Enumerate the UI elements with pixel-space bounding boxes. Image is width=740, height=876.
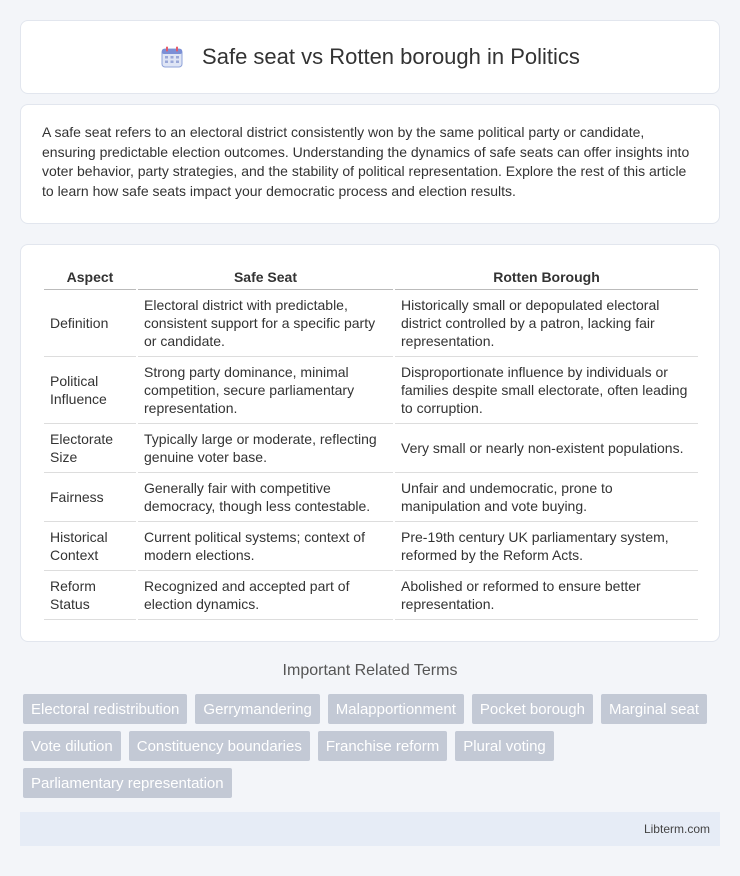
footer <box>20 812 720 846</box>
header-safe-seat: Safe Seat <box>138 265 393 290</box>
comparison-table <box>42 265 700 620</box>
related-terms-list <box>23 694 723 798</box>
row-safe-seat: Typically large or moderate, reflecting genuine voter base. <box>138 424 393 473</box>
row-aspect: Fairness <box>44 473 136 522</box>
row-rotten-borough: Very small or nearly non-existent populations. <box>395 424 698 473</box>
page-title: Safe seat vs Rotten borough in Politics <box>202 44 580 69</box>
table-header-row <box>44 265 698 290</box>
table-row <box>44 571 698 620</box>
related-term-tag[interactable]: Malapportionment <box>328 694 464 724</box>
row-safe-seat: Electoral district with predictable, consistent support for a specific party or candidate. <box>138 290 393 357</box>
row-rotten-borough: Abolished or reformed to ensure better representation. <box>395 571 698 620</box>
related-term-tag[interactable]: Constituency boundaries <box>129 731 310 761</box>
row-aspect: Definition <box>44 290 136 357</box>
table-row <box>44 290 698 357</box>
table-row <box>44 357 698 424</box>
row-rotten-borough: Unfair and undemocratic, prone to manipulation and vote buying. <box>395 473 698 522</box>
row-safe-seat: Current political systems; context of modern elections. <box>138 522 393 571</box>
related-term-tag[interactable]: Electoral redistribution <box>23 694 187 724</box>
row-rotten-borough: Historically small or depopulated electoral district controlled by a patron, lacking fair representation. <box>395 290 698 357</box>
intro-text: A safe seat refers to an electoral district consistently won by the same political party or candidate, ensuring predictable election outcomes. Understanding the dynamics of safe seats can offer insights into voter behavior, party strategies, and the stability of political representation. Explore the rest of this article to learn how safe seats impact your democratic process and election results. <box>42 124 690 199</box>
header-rotten-borough: Rotten Borough <box>395 265 698 290</box>
related-term-tag[interactable]: Pocket borough <box>472 694 593 724</box>
related-term-tag[interactable]: Marginal seat <box>601 694 707 724</box>
table-row <box>44 424 698 473</box>
title-card <box>20 20 720 94</box>
footer-site-link[interactable]: Libterm.com <box>643 822 710 836</box>
related-term-tag[interactable]: Parliamentary representation <box>23 768 232 798</box>
row-safe-seat: Strong party dominance, minimal competition, secure parliamentary representation. <box>138 357 393 424</box>
related-term-tag[interactable]: Franchise reform <box>318 731 447 761</box>
comparison-card <box>20 244 720 642</box>
related-term-tag[interactable]: Plural voting <box>455 731 554 761</box>
header-aspect: Aspect <box>44 265 136 290</box>
row-aspect: Historical Context <box>44 522 136 571</box>
row-rotten-borough: Pre-19th century UK parliamentary system, reformed by the Reform Acts. <box>395 522 698 571</box>
row-rotten-borough: Disproportionate influence by individuals or families despite small electorate, often leading to corruption. <box>395 357 698 424</box>
calendar-icon <box>160 45 184 69</box>
table-row <box>44 522 698 571</box>
related-term-tag[interactable]: Vote dilution <box>23 731 121 761</box>
row-aspect: Reform Status <box>44 571 136 620</box>
row-safe-seat: Recognized and accepted part of election dynamics. <box>138 571 393 620</box>
related-term-tag[interactable]: Gerrymandering <box>195 694 319 724</box>
related-terms-title: Important Related Terms <box>282 662 458 679</box>
table-row <box>44 473 698 522</box>
row-aspect: Electorate Size <box>44 424 136 473</box>
row-safe-seat: Generally fair with competitive democracy, though less contestable. <box>138 473 393 522</box>
intro-card <box>20 104 720 224</box>
row-aspect: Political Influence <box>44 357 136 424</box>
